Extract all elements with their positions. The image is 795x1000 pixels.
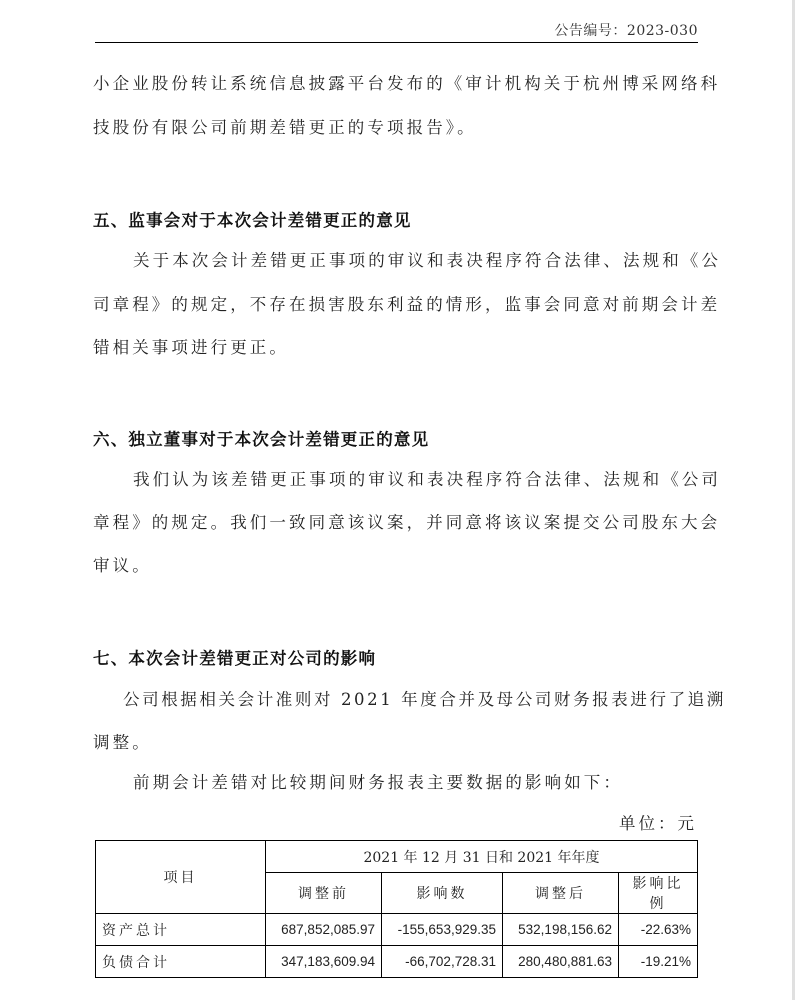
col-ratio: 影响比例 [619,873,698,914]
section6-line-3: 审议。 [93,556,152,575]
section5-line-2: 司章程》的规定，不存在损害股东利益的情形，监事会同意对前期会计差 [93,295,721,314]
row-impact: -155,653,929.35 [382,914,503,946]
col-before: 调整前 [266,873,382,914]
page-header [95,18,698,43]
col-impact: 影响数 [382,873,503,914]
section7-line-3: 前期会计差错对比较期间财务报表主要数据的影响如下： [133,773,623,792]
table-row [96,914,698,946]
row-impact: -66,702,728.31 [382,946,503,978]
row-after: 280,480,881.63 [503,946,619,978]
row-before: 687,852,085.97 [266,914,382,946]
section7-title: 七、本次会计差错更正对公司的影响 [93,649,377,668]
row-after: 532,198,156.62 [503,914,619,946]
section6-line-1: 我们认为该差错更正事项的审议和表决程序符合法律、法规和《公司 [133,470,721,489]
row-ratio: -19.21% [619,946,698,978]
section5-line-1: 关于本次会计差错更正事项的审议和表决程序符合法律、法规和《公 [133,251,721,270]
section5-line-3: 错相关事项进行更正。 [93,338,289,357]
section6-line-2: 章程》的规定。我们一致同意该议案，并同意将该议案提交公司股东大会 [93,513,721,532]
announcement-number: 公告编号：2023-030 [554,23,698,39]
section7-line-1: 公司根据相关会计准则对 2021 年度合并及母公司财务报表进行了追溯 [123,690,726,709]
period-header: 2021 年 12 月 31 日和 2021 年年度 [266,841,698,873]
row-ratio: -22.63% [619,914,698,946]
intro-line-2: 技股份有限公司前期差错更正的专项报告》。 [93,118,477,137]
section7-line-2: 调整。 [93,733,152,752]
section6-title: 六、独立董事对于本次会计差错更正的意见 [93,430,430,449]
impact-table [95,840,698,978]
row-before: 347,183,609.94 [266,946,382,978]
table-row [96,946,698,978]
intro-line-1: 小企业股份转让系统信息披露平台发布的《审计机构关于杭州博采网络科 [93,74,721,93]
col-after: 调整后 [503,873,619,914]
row-item: 资产总计 [96,914,266,946]
row-item: 负债合计 [96,946,266,978]
item-header: 项目 [96,841,266,914]
section5-title: 五、监事会对于本次会计差错更正的意见 [93,211,412,230]
unit-label: 单位：元 [619,814,697,833]
